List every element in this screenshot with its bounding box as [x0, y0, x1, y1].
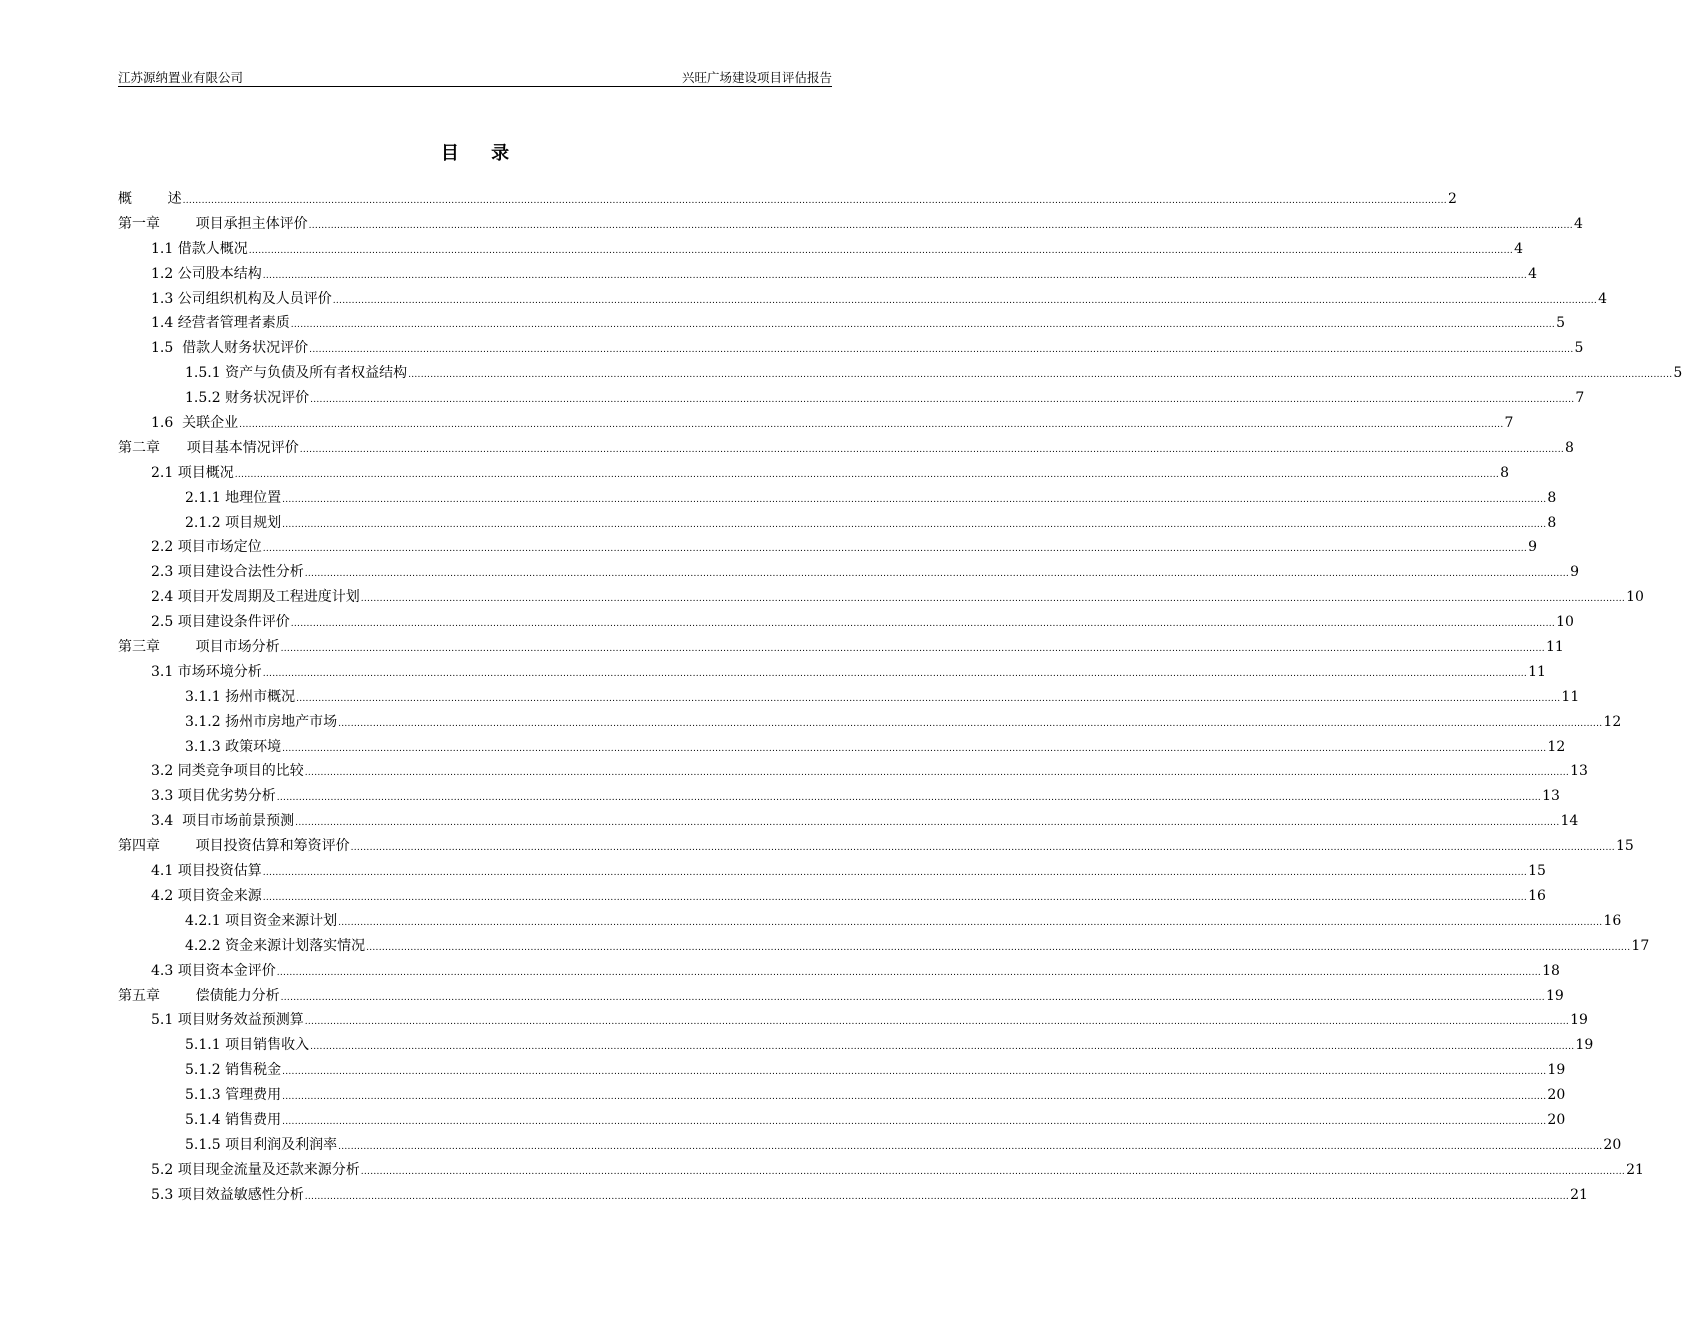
- toc-entry[interactable]: [118, 411, 1514, 436]
- toc-entry-page: 5: [1574, 340, 1584, 357]
- toc-entry-title: 第一章 项目承担主体评价: [118, 215, 308, 232]
- toc-entry[interactable]: [118, 959, 1560, 984]
- toc-entry-page: 11: [1561, 688, 1580, 705]
- toc-leader-dots: ................................................................................................................................................................................................................................................................................................................................................................................................................: [262, 668, 1528, 679]
- toc-entry-title: 1.2 公司股本结构: [151, 265, 262, 282]
- toc-leader-dots: ................................................................................................................................................................................................................................................................................................................................................................................................................: [280, 644, 1545, 655]
- toc-entry-title: 1.1 借款人概况: [151, 240, 248, 257]
- toc-leader-dots: ................................................................................................................................................................................................................................................................................................................................................................................................................: [262, 892, 1528, 903]
- toc-entry-page: 7: [1504, 415, 1514, 432]
- toc-entry-page: 7: [1575, 390, 1585, 407]
- toc-entry[interactable]: [118, 685, 1580, 710]
- toc-entry-page: 16: [1603, 912, 1622, 929]
- toc-entry-title: 5.1.3 管理费用: [185, 1087, 282, 1104]
- toc-entry[interactable]: [118, 311, 1565, 336]
- toc-entry[interactable]: [118, 336, 1584, 361]
- toc-leader-dots: ................................................................................................................................................................................................................................................................................................................................................................................................................: [338, 1141, 1603, 1152]
- toc-entry[interactable]: [118, 361, 1682, 386]
- toc-leader-dots: ................................................................................................................................................................................................................................................................................................................................................................................................................: [234, 469, 1500, 480]
- toc-leader-dots: ................................................................................................................................................................................................................................................................................................................................................................................................................: [262, 270, 1528, 281]
- toc-leader-dots: ................................................................................................................................................................................................................................................................................................................................................................................................................: [248, 245, 1514, 256]
- toc-entry-page: 19: [1545, 987, 1564, 1004]
- toc-entry-page: 12: [1603, 713, 1622, 730]
- toc-leader-dots: ................................................................................................................................................................................................................................................................................................................................................................................................................: [308, 220, 1573, 231]
- toc-leader-dots: ................................................................................................................................................................................................................................................................................................................................................................................................................: [310, 1042, 1575, 1053]
- toc-entry-page: 11: [1545, 639, 1564, 656]
- table-of-contents: [118, 187, 1682, 1208]
- toc-leader-dots: ................................................................................................................................................................................................................................................................................................................................................................................................................: [350, 843, 1615, 854]
- toc-entry[interactable]: [118, 560, 1579, 585]
- toc-entry-page: 18: [1542, 962, 1560, 979]
- toc-entry-title: 4.1 项目投资估算: [151, 863, 262, 880]
- toc-entry-title: 4.2.2 资金来源计划落实情况: [185, 937, 366, 954]
- toc-entry[interactable]: [118, 735, 1566, 760]
- toc-leader-dots: ................................................................................................................................................................................................................................................................................................................................................................................................................: [338, 917, 1603, 928]
- toc-leader-dots: ................................................................................................................................................................................................................................................................................................................................................................................................................: [310, 395, 1575, 406]
- toc-entry[interactable]: [118, 809, 1579, 834]
- toc-entry[interactable]: [118, 984, 1564, 1009]
- toc-entry-title: 1.5.2 财务状况评价: [185, 390, 310, 407]
- toc-entry[interactable]: [118, 635, 1564, 660]
- toc-entry-title: 3.1.2 扬州市房地产市场: [185, 713, 338, 730]
- toc-leader-dots: ................................................................................................................................................................................................................................................................................................................................................................................................................: [262, 868, 1528, 879]
- toc-entry-title: 5.1.4 销售费用: [185, 1111, 282, 1128]
- header-company: 江苏源纳置业有限公司: [118, 70, 244, 85]
- toc-entry[interactable]: [118, 759, 1588, 784]
- toc-entry-title: 3.2 同类竞争项目的比较: [151, 763, 304, 780]
- toc-leader-dots: ................................................................................................................................................................................................................................................................................................................................................................................................................: [282, 1067, 1547, 1078]
- toc-entry-page: 12: [1547, 738, 1566, 755]
- toc-entry-title: 2.1 项目概况: [151, 464, 234, 481]
- toc-entry-page: 13: [1542, 788, 1560, 805]
- toc-leader-dots: ................................................................................................................................................................................................................................................................................................................................................................................................................: [304, 1017, 1570, 1028]
- header-report-title: 兴旺广场建设项目评估报告: [681, 70, 832, 85]
- toc-entry-page: 15: [1528, 863, 1546, 880]
- toc-entry-page: 2: [1447, 191, 1457, 207]
- toc-entry-page: 5: [1673, 365, 1682, 382]
- toc-entry[interactable]: [118, 436, 1574, 461]
- toc-entry-title: 2.1.2 项目规划: [185, 514, 282, 531]
- toc-entry-page: 20: [1547, 1087, 1566, 1104]
- toc-leader-dots: ................................................................................................................................................................................................................................................................................................................................................................................................................: [304, 768, 1570, 779]
- toc-leader-dots: ................................................................................................................................................................................................................................................................................................................................................................................................................: [262, 544, 1528, 555]
- toc-entry-page: 19: [1575, 1037, 1594, 1054]
- toc-entry-title: 2.3 项目建设合法性分析: [151, 564, 304, 581]
- toc-entry-title: 5.1 项目财务效益预测算: [151, 1012, 304, 1029]
- toc-entry-page: 8: [1565, 439, 1574, 456]
- toc-entry-title: 概 述: [118, 191, 182, 207]
- toc-entry-page: 20: [1603, 1136, 1622, 1153]
- toc-entry[interactable]: [118, 710, 1622, 735]
- toc-entry-page: 17: [1631, 937, 1650, 954]
- toc-entry-page: 19: [1570, 1012, 1588, 1029]
- toc-entry[interactable]: [118, 1058, 1566, 1083]
- toc-entry-page: 9: [1528, 539, 1537, 556]
- toc-entry[interactable]: [118, 1008, 1588, 1033]
- toc-entry-page: 15: [1615, 838, 1634, 855]
- toc-entry-page: 20: [1547, 1111, 1566, 1128]
- toc-entry[interactable]: [118, 511, 1557, 536]
- toc-leader-dots: ................................................................................................................................................................................................................................................................................................................................................................................................................: [338, 718, 1603, 729]
- toc-entry[interactable]: [118, 461, 1509, 486]
- toc-entry-title: 2.4 项目开发周期及工程进度计划: [151, 589, 360, 606]
- toc-leader-dots: ................................................................................................................................................................................................................................................................................................................................................................................................................: [360, 1166, 1626, 1177]
- toc-leader-dots: ................................................................................................................................................................................................................................................................................................................................................................................................................: [408, 370, 1673, 381]
- toc-entry[interactable]: [118, 386, 1585, 411]
- toc-entry-title: 5.2 项目现金流量及还款来源分析: [151, 1161, 360, 1178]
- toc-entry-title: 第四章 项目投资估算和筹资评价: [118, 838, 350, 855]
- toc-entry-page: 4: [1514, 240, 1523, 257]
- toc-entry-title: 5.3 项目效益敏感性分析: [151, 1186, 304, 1203]
- toc-entry[interactable]: [118, 934, 1650, 959]
- toc-leader-dots: ................................................................................................................................................................................................................................................................................................................................................................................................................: [290, 619, 1556, 630]
- toc-entry-title: 3.3 项目优劣势分析: [151, 788, 276, 805]
- toc-entry-title: 4.2.1 项目资金来源计划: [185, 912, 338, 929]
- toc-entry-page: 10: [1626, 589, 1644, 606]
- toc-entry-title: 5.1.5 项目利润及利润率: [185, 1136, 338, 1153]
- toc-leader-dots: ................................................................................................................................................................................................................................................................................................................................................................................................................: [276, 793, 1542, 804]
- toc-entry-page: 9: [1570, 564, 1579, 581]
- toc-entry[interactable]: [118, 1183, 1588, 1208]
- toc-entry-page: 8: [1547, 489, 1557, 506]
- toc-entry-title: 4.2 项目资金来源: [151, 887, 262, 904]
- toc-entry[interactable]: [118, 535, 1537, 560]
- toc-entry-page: 5: [1556, 315, 1565, 332]
- toc-leader-dots: ................................................................................................................................................................................................................................................................................................................................................................................................................: [366, 942, 1631, 953]
- toc-entry-page: 14: [1560, 813, 1579, 830]
- toc-leader-dots: ................................................................................................................................................................................................................................................................................................................................................................................................................: [360, 594, 1626, 605]
- toc-leader-dots: ................................................................................................................................................................................................................................................................................................................................................................................................................: [282, 519, 1547, 530]
- toc-entry-page: 21: [1626, 1161, 1644, 1178]
- toc-entry[interactable]: [118, 585, 1644, 610]
- toc-entry-page: 10: [1556, 614, 1574, 631]
- toc-entry-title: 5.1.2 销售税金: [185, 1062, 282, 1079]
- toc-leader-dots: ................................................................................................................................................................................................................................................................................................................................................................................................................: [304, 1191, 1570, 1202]
- toc-entry-page: 13: [1570, 763, 1588, 780]
- toc-entry-page: 8: [1500, 464, 1509, 481]
- toc-entry[interactable]: [118, 237, 1523, 262]
- toc-entry-title: 第五章 偿债能力分析: [118, 987, 280, 1004]
- toc-entry[interactable]: [118, 287, 1607, 312]
- toc-entry[interactable]: [118, 212, 1583, 237]
- toc-entry[interactable]: [118, 660, 1546, 685]
- toc-leader-dots: ................................................................................................................................................................................................................................................................................................................................................................................................................: [309, 345, 1574, 356]
- toc-entry-title: 3.1 市场环境分析: [151, 663, 262, 680]
- toc-entry-page: 4: [1573, 215, 1583, 232]
- toc-title: 目 录: [440, 143, 510, 164]
- toc-entry-page: 4: [1598, 290, 1607, 307]
- toc-leader-dots: ................................................................................................................................................................................................................................................................................................................................................................................................................: [280, 992, 1545, 1003]
- toc-entry-page: 8: [1547, 514, 1557, 531]
- toc-entry-title: 2.5 项目建设条件评价: [151, 614, 290, 631]
- toc-entry-title: 1.3 公司组织机构及人员评价: [151, 290, 332, 307]
- toc-leader-dots: ................................................................................................................................................................................................................................................................................................................................................................................................................: [276, 967, 1542, 978]
- toc-leader-dots: ................................................................................................................................................................................................................................................................................................................................................................................................................: [295, 818, 1560, 829]
- toc-entry[interactable]: [118, 486, 1557, 511]
- toc-leader-dots: ................................................................................................................................................................................................................................................................................................................................................................................................................: [239, 420, 1504, 431]
- toc-leader-dots: ................................................................................................................................................................................................................................................................................................................................................................................................................: [282, 1092, 1547, 1103]
- toc-entry-title: 2.2 项目市场定位: [151, 539, 262, 556]
- toc-leader-dots: ................................................................................................................................................................................................................................................................................................................................................................................................................: [290, 320, 1556, 331]
- toc-entry-title: 2.1.1 地理位置: [185, 489, 282, 506]
- toc-entry[interactable]: [118, 1083, 1566, 1108]
- toc-entry[interactable]: [118, 1133, 1622, 1158]
- toc-leader-dots: ................................................................................................................................................................................................................................................................................................................................................................................................................: [282, 1116, 1547, 1127]
- toc-entry-page: 19: [1547, 1062, 1566, 1079]
- toc-entry[interactable]: [118, 262, 1537, 287]
- toc-entry-title: 3.1.3 政策环境: [185, 738, 282, 755]
- toc-entry[interactable]: [118, 909, 1622, 934]
- toc-entry[interactable]: [118, 884, 1546, 909]
- toc-entry-title: 第三章 项目市场分析: [118, 639, 280, 656]
- toc-leader-dots: ................................................................................................................................................................................................................................................................................................................................................................................................................: [282, 494, 1547, 505]
- toc-entry-title: 第二章 项目基本情况评价: [118, 439, 299, 456]
- toc-leader-dots: ................................................................................................................................................................................................................................................................................................................................................................................................................: [296, 693, 1561, 704]
- toc-entry[interactable]: [118, 859, 1546, 884]
- toc-leader-dots: ................................................................................................................................................................................................................................................................................................................................................................................................................: [304, 569, 1570, 580]
- toc-entry[interactable]: [118, 784, 1560, 809]
- toc-entry-title: 1.5 借款人财务状况评价: [151, 340, 309, 357]
- toc-entry-title: 1.5.1 资产与负债及所有者权益结构: [185, 365, 408, 382]
- toc-leader-dots: ................................................................................................................................................................................................................................................................................................................................................................................................................: [182, 196, 1447, 206]
- toc-entry-title: 1.4 经营者管理者素质: [151, 315, 290, 332]
- toc-entry-page: 21: [1570, 1186, 1588, 1203]
- page-header: [118, 66, 832, 87]
- toc-entry[interactable]: [118, 610, 1574, 635]
- toc-leader-dots: ................................................................................................................................................................................................................................................................................................................................................................................................................: [299, 444, 1565, 455]
- toc-entry-title: 3.4 项目市场前景预测: [151, 813, 295, 830]
- toc-entry[interactable]: [118, 834, 1634, 859]
- toc-entry-page: 11: [1528, 663, 1546, 680]
- toc-entry-title: 4.3 项目资本金评价: [151, 962, 276, 979]
- toc-leader-dots: ................................................................................................................................................................................................................................................................................................................................................................................................................: [332, 295, 1598, 306]
- toc-entry[interactable]: [118, 1108, 1566, 1133]
- toc-entry[interactable]: [118, 1158, 1644, 1183]
- toc-entry-page: 16: [1528, 887, 1546, 904]
- toc-entry-page: 4: [1528, 265, 1537, 282]
- toc-leader-dots: ................................................................................................................................................................................................................................................................................................................................................................................................................: [282, 743, 1547, 754]
- toc-entry-title: 3.1.1 扬州市概况: [185, 688, 296, 705]
- toc-entry[interactable]: [118, 1033, 1594, 1058]
- toc-entry[interactable]: [118, 187, 1457, 212]
- toc-entry-title: 5.1.1 项目销售收入: [185, 1037, 310, 1054]
- toc-entry-title: 1.6 关联企业: [151, 415, 239, 432]
